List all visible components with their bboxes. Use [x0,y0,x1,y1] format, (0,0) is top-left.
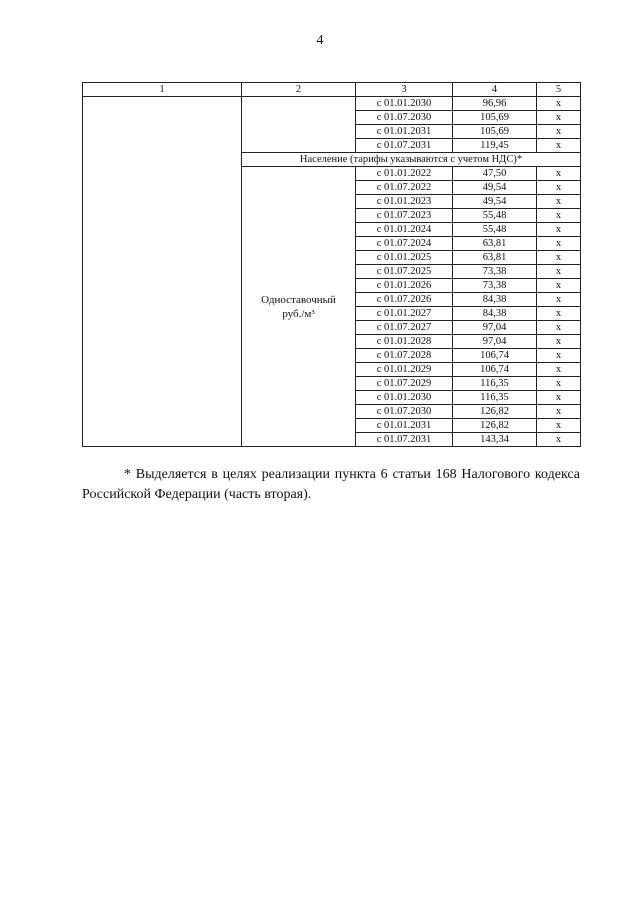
page-number: 4 [316,33,324,48]
flag-cell: х [537,195,581,209]
flag-cell: х [537,391,581,405]
tariff-value-cell: 106,74 [453,363,537,377]
column-header: 5 [537,83,581,97]
date-cell: с 01.07.2030 [356,405,453,419]
flag-cell: х [537,377,581,391]
column-header: 1 [83,83,242,97]
tariff-value-cell: 84,38 [453,307,537,321]
consumer-group-cell [83,97,242,447]
flag-cell: х [537,209,581,223]
rate-unit-label: руб./м³ [282,307,315,320]
tariff-value-cell: 47,50 [453,167,537,181]
date-cell: с 01.07.2031 [356,433,453,447]
tariff-value-cell: 97,04 [453,321,537,335]
date-cell: с 01.01.2025 [356,251,453,265]
section-label: Население (тарифы указываются с учетом НДС)* [242,153,581,167]
date-cell: с 01.01.2028 [356,335,453,349]
flag-cell: х [537,405,581,419]
flag-cell: х [537,321,581,335]
tariff-value-cell: 105,69 [453,111,537,125]
tariff-table [82,82,581,447]
tariff-value-cell: 49,54 [453,181,537,195]
flag-cell: х [537,265,581,279]
tariff-value-cell: 116,35 [453,377,537,391]
date-cell: с 01.01.2029 [356,363,453,377]
date-cell: с 01.01.2030 [356,391,453,405]
date-cell: с 01.01.2031 [356,125,453,139]
flag-cell: х [537,237,581,251]
column-header: 2 [242,83,356,97]
tariff-value-cell: 55,48 [453,223,537,237]
tariff-value-cell: 96,96 [453,97,537,111]
date-cell: с 01.01.2024 [356,223,453,237]
date-cell: с 01.01.2022 [356,167,453,181]
date-cell: с 01.07.2026 [356,293,453,307]
date-cell: с 01.01.2031 [356,419,453,433]
date-cell: с 01.01.2030 [356,97,453,111]
flag-cell: х [537,363,581,377]
tariff-value-cell: 84,38 [453,293,537,307]
table-header-row [83,83,581,97]
tariff-value-cell: 106,74 [453,349,537,363]
flag-cell: х [537,335,581,349]
table-row [83,97,581,111]
flag-cell: х [537,167,581,181]
rate-type-cell-top [242,97,356,153]
flag-cell: х [537,279,581,293]
tariff-table-body [83,83,581,447]
flag-cell: х [537,97,581,111]
date-cell: с 01.07.2028 [356,349,453,363]
date-cell: с 01.07.2027 [356,321,453,335]
date-cell: с 01.07.2025 [356,265,453,279]
rate-type-cell [242,167,356,447]
tariff-value-cell: 73,38 [453,279,537,293]
tariff-value-cell: 126,82 [453,405,537,419]
flag-cell: х [537,223,581,237]
tariff-value-cell: 63,81 [453,251,537,265]
tariff-value-cell: 105,69 [453,125,537,139]
date-cell: с 01.07.2024 [356,237,453,251]
flag-cell: х [537,307,581,321]
tariff-value-cell: 49,54 [453,195,537,209]
flag-cell: х [537,181,581,195]
footnote: * Выделяется в целях реализации пункта 6 статьи 168 Налогового кодекса Российской Федерации (часть вторая). [82,467,580,502]
flag-cell: х [537,349,581,363]
flag-cell: х [537,125,581,139]
date-cell: с 01.07.2031 [356,139,453,153]
tariff-value-cell: 143,34 [453,433,537,447]
tariff-value-cell: 119,45 [453,139,537,153]
tariff-value-cell: 73,38 [453,265,537,279]
tariff-value-cell: 97,04 [453,335,537,349]
flag-cell: х [537,419,581,433]
flag-cell: х [537,251,581,265]
date-cell: с 01.01.2027 [356,307,453,321]
flag-cell: х [537,433,581,447]
tariff-value-cell: 55,48 [453,209,537,223]
flag-cell: х [537,139,581,153]
date-cell: с 01.07.2029 [356,377,453,391]
date-cell: с 01.07.2022 [356,181,453,195]
rate-type-label: Одноставочный [261,293,336,306]
tariff-value-cell: 63,81 [453,237,537,251]
date-cell: с 01.07.2023 [356,209,453,223]
date-cell: с 01.01.2023 [356,195,453,209]
column-header: 4 [453,83,537,97]
tariff-value-cell: 116,35 [453,391,537,405]
tariff-value-cell: 126,82 [453,419,537,433]
column-header: 3 [356,83,453,97]
flag-cell: х [537,111,581,125]
date-cell: с 01.01.2026 [356,279,453,293]
date-cell: с 01.07.2030 [356,111,453,125]
flag-cell: х [537,293,581,307]
